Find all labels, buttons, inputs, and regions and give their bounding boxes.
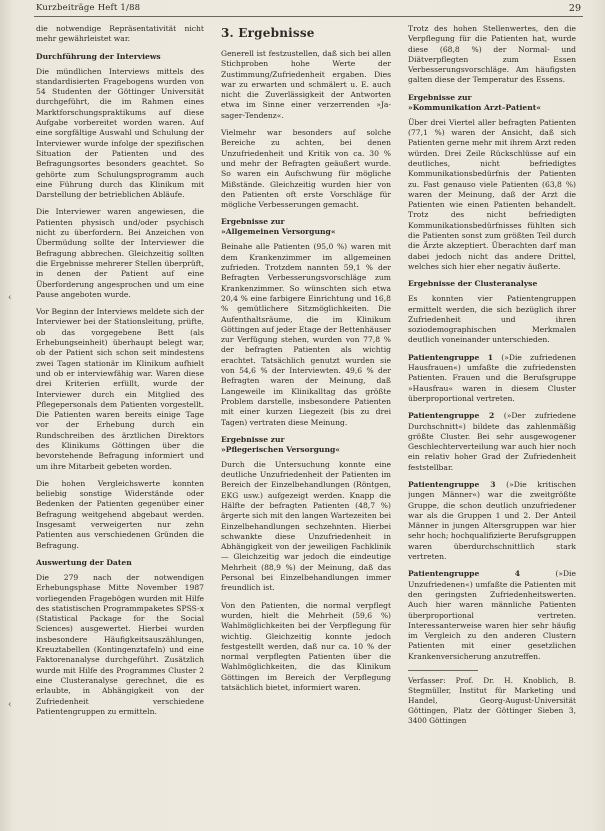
group-lead: Patientengruppe 1 [408, 352, 494, 362]
subheading-line: »Pflegerischen Versorgung« [221, 444, 341, 454]
footnote-rule [408, 670, 478, 671]
subheading-kommunikation [408, 93, 576, 113]
group-lead: Patientengruppe 2 [408, 411, 495, 421]
column-3 [408, 24, 576, 821]
cluster-group-3 [408, 480, 576, 562]
cluster-group-1 [408, 353, 576, 404]
paragraph: Die mündlichen Interviews mittels des standardisierten Fragebogens wurden von 54 Studenten der Göttinger Universität durchgeführt, die im Rahmen eines Marktforschungspraktikums auf diese Aufgabe vorbereitet worden waren. Auf eine sorgfältige Auswahl und Schulung der Interviewer wurde infolge der spezifischen Situation der Patienten und des Befragungsortes besonders geachtet. So gehörte zum Schulungsprogramm auch eine Führung durch das Klinikum mit Darstellung der betrieblichen Abläufe. [36, 66, 204, 200]
author-note [408, 676, 576, 726]
subheading-clusteranalyse: Ergebnisse der Clusteranalyse [408, 279, 538, 289]
group-text: (»Der zufriedene Durchschnitt«) bildete das zahlenmäßig größte Cluster. Bei sehr ausgewogener Geschlechterverteilung war auch hier noch ein relativ hoher Grad der Zufriedenheit feststellbar. [408, 411, 576, 472]
paragraph: Von den Patienten, die normal verpflegt wurden, hielt die Mehrheit (59,6 %) Wahlmöglichkeiten bei der Verpflegung für wichtig. Gleichzeitig konnte jedoch festgestellt werden, daß nur ca. 10 % der normal verpflegten Patienten über die Wahlmöglichkeiten, die das Klinikum Göttingen im Bereich der Verpflegung tatsächlich bietet, informiert waren. [221, 600, 391, 693]
paragraph: Generell ist festzustellen, daß sich bei allen Stichproben hohe Werte der Zustimmung/Zufriedenheit ergaben. Dies war zu erwarten und schmälert u. E. auch nicht die Zuverlässigkeit der Antworten etwa im Sinne einer verzerrenden »Ja-sager-Tendenz«. [221, 49, 391, 120]
group-lead: Patientengruppe 3 [408, 479, 496, 489]
subheading-line: Ergebnisse zur [408, 92, 472, 102]
cluster-group-4 [408, 569, 576, 662]
subheading-line: »Kommunikation Arzt–Patient« [408, 102, 541, 112]
paragraph: Über drei Viertel aller befragten Patienten (77,1 %) waren der Ansicht, daß sich Patienten gerne mehr mit ihrem Arzt reden würden. Drei Zeile Rückschlüsse auf ein deutliches, nicht befriedigtes Kommunikationsbedürfnis der Patienten zu. Fast genauso viele Patienten (63,8 %) waren der Meinung, daß der Arzt die Patienten wie einen Patienten behandelt. Trotz des nicht befriedigten Kommunikationsbedürfnisses fühlten sich die Patienten sonst zum größten Teil durch die Ärzte akzeptiert. Überachten darf man dabei jedoch nicht das andere Drittel, welches sich hier eher negativ äußerte. [408, 117, 576, 271]
subheading-pflegerische-versorgung [221, 435, 391, 455]
author-text: Verfasser: Prof. Dr. H. Knoblich, B. Stegmüller, Institut für Marketing und Handel, Georg-August-Universität Göttingen, Platz der Göttinger Sieben 3, 3400 Göttingen [408, 676, 576, 726]
margin-mark: ‹ [8, 293, 12, 303]
group-text: (»Die kritischen jungen Männer«) war die zweitgrößte Gruppe, die schon deutlich unzufriedener war als die Gruppen 1 und 2. Der Anteil Männer in jungen Altersgruppen war hier sehr hoch; hochqualifizierte Berufsgruppen waren überdurchschnittlich stark vertreten. [408, 479, 576, 562]
section-title-ergebnisse: 3. Ergebnisse [221, 26, 315, 40]
paragraph: die notwendige Repräsentativität nicht mehr gewährleistet war. [36, 24, 204, 44]
section-heading-interviews: Durchführung der Interviews [36, 51, 161, 61]
page-number: 29 [568, 3, 581, 14]
section-heading-auswertung: Auswertung der Daten [36, 557, 132, 567]
header-rule [34, 16, 583, 17]
paragraph: Es konnten vier Patientengruppen ermittelt werden, die sich bezüglich ihrer Zufriedenheit und ihren soziodemographischen Merkmalen deutlich voneinander unterschieden. [408, 294, 576, 345]
column-2 [221, 24, 391, 821]
subheading-line: »Allgemeinen Versorgung« [221, 227, 336, 237]
subheading-allgemeine-versorgung [221, 217, 391, 237]
group-text: (»Die zufriedenen Hausfrauen«) umfaßte die zufriedensten Patienten. Frauen und die Berufsgruppe »Hausfrau« waren in diesem Cluster überproportional vertreten. [408, 352, 576, 403]
paragraph: Die 279 nach der notwendigen Erhebungsphase Mitte November 1987 vorliegenden Fragebögen wurden mit Hilfe des statistischen Programmpaketes SPSS-x (Statistical Package for the Social Sciences) ausgewertet. Hierbei wurden insbesondere Häufigkeitsauszählungen, Kreuztabellen (Kontingenztafeln) und eine Faktorenanalyse durchgeführt. Zusätzlich wurde mit Hilfe des Programmes Cluster 2 eine Clusteranalyse gerechnet, die es erlaubte, in Abhängigkeit von der Zufriedenheit verschiedene Patientengruppen zu ermitteln. [36, 572, 204, 716]
paragraph: Die Interviewer waren angewiesen, die Patienten physisch und/oder psychisch nicht zu überfordern. Bei Anzeichen von Übermüdung sollte der Interviewer die Befragung abbrechen. Gleichzeitig sollten die Ergebnisse mehrerer Stellen überprüft, in denen der Patient auf eine Überforderung angesprochen und um eine Pause angeboten wurde. [36, 207, 204, 299]
margin-mark: ‹ [8, 700, 12, 710]
paragraph: Beinahe alle Patienten (95,0 %) waren mit dem Krankenzimmer im allgemeinen zufrieden. Trotzdem nannten 59,1 % der Befragten Verbesserungsvorschläge zum Krankenzimmer. So wünschten sich etwa 20,4 % eine farbigere Einrichtung und 16,8 % gemütlichere Sitzmöglichkeiten. Die Aufenthaltsräume, die im Klinikum Göttingen auf jeder Etage der Bettenhäuser zur Verfügung stehen, wurden von 77,8 % der befragten Patienten als wichtig erachtet. Tatsächlich genutzt wurden sie von 54,6 % der Interviewten. 49,6 % der Befragten waren der Meinung, daß Langeweile im Klinikalltag das größte Problem darstelle, insbesondere Patienten mit einer kurzen Liegezeit (bis zu drei Tagen) vertraten diese Meinung. [221, 242, 391, 427]
subheading-line: Ergebnisse zur [221, 217, 285, 227]
group-text: (»Die Unzufriedenen«) umfaßte die Patienten mit den geringsten Zufriedenheitswerten. Auch hier waren männliche Patienten überproportional vertreten. Interessanterweise waren hier sehr häufig im Vergleich zu den anderen Clustern Patienten mit einer gesetzlichen Krankenversicherung anzutreffen. [408, 569, 576, 661]
column-1 [36, 24, 204, 821]
subheading-line: Ergebnisse zur [221, 434, 285, 444]
running-title: Kurzbeiträge Heft 1/88 [36, 3, 141, 13]
paragraph: Durch die Untersuchung konnte eine deutliche Unzufriedenheit der Patienten im Bereich der Einzelbehandlungen (Röntgen, EKG usw.) aufgezeigt werden. Knapp die Hälfte der befragten Patienten (48,7 %) ärgerte sich mit den langen Wartezeiten bei Einzelbehandlungen sechzehnten. Hierbei schwankte diese Unzufriedenheit in Abhängigkeit von der jeweiligen Fachklinik — Gleichzeitig war jedoch die eindeutige Mehrheit (88,9 %) der Meinung, daß das Personal bei Einzelbehandlungen immer freundlich ist. [221, 459, 391, 593]
group-lead: Patientengruppe 4 [408, 569, 521, 579]
paragraph: Vielmehr war besonders auf solche Bereiche zu achten, bei denen Unzufriedenheit und Kritik von ca. 30 % und mehr der Befragten geäußert wurde. So waren ein Aufschwung für mögliche Mißstände. Gleichzeitig wurden hier von den Patienten oft erste Vorschläge für mögliche Verbesserungen gemacht. [221, 128, 391, 210]
cluster-group-2 [408, 411, 576, 473]
paragraph: Trotz des hohen Stellenwertes, den die Verpflegung für die Patienten hat, wurde diese (68,8 %) der Normal- und Diätverpflegten zum Essen Verbesserungsvorschläge. Am häufigsten galten diese der Temperatur des Essens. [408, 24, 576, 85]
paragraph: Vor Beginn der Interviews meldete sich der Interviewer bei der Stationsleitung, prüfte, ob das vorgegebene Bett (als Erhebungseinheit) überhaupt belegt war, ob der Patient sich schon seit mindestens zwei Tagen stationär im Klinikum aufhielt und ob er interviewfähig war. Waren diese drei Kriterien erfüllt, wurde der Interviewer durch ein Mitglied des Pflegepersonals dem Patienten vorgestellt. Die Patienten waren bereits einige Tage vor der Erhebung durch ein Rundschreiben des ärztlichen Direktors des Klinikums Göttingen über die bevorstehende Befragung informiert und um ihre Mitarbeit gebeten worden. [36, 307, 204, 471]
paragraph: Die hohen Vergleichswerte konnten beliebig sonstige Widerstände oder Bedenken der Patienten gegenüber einer Befragung weitgehend abgebaut werden. Insgesamt verweigerten nur zehn Patienten aus verschiedenen Gründen die Befragung. [36, 478, 204, 550]
